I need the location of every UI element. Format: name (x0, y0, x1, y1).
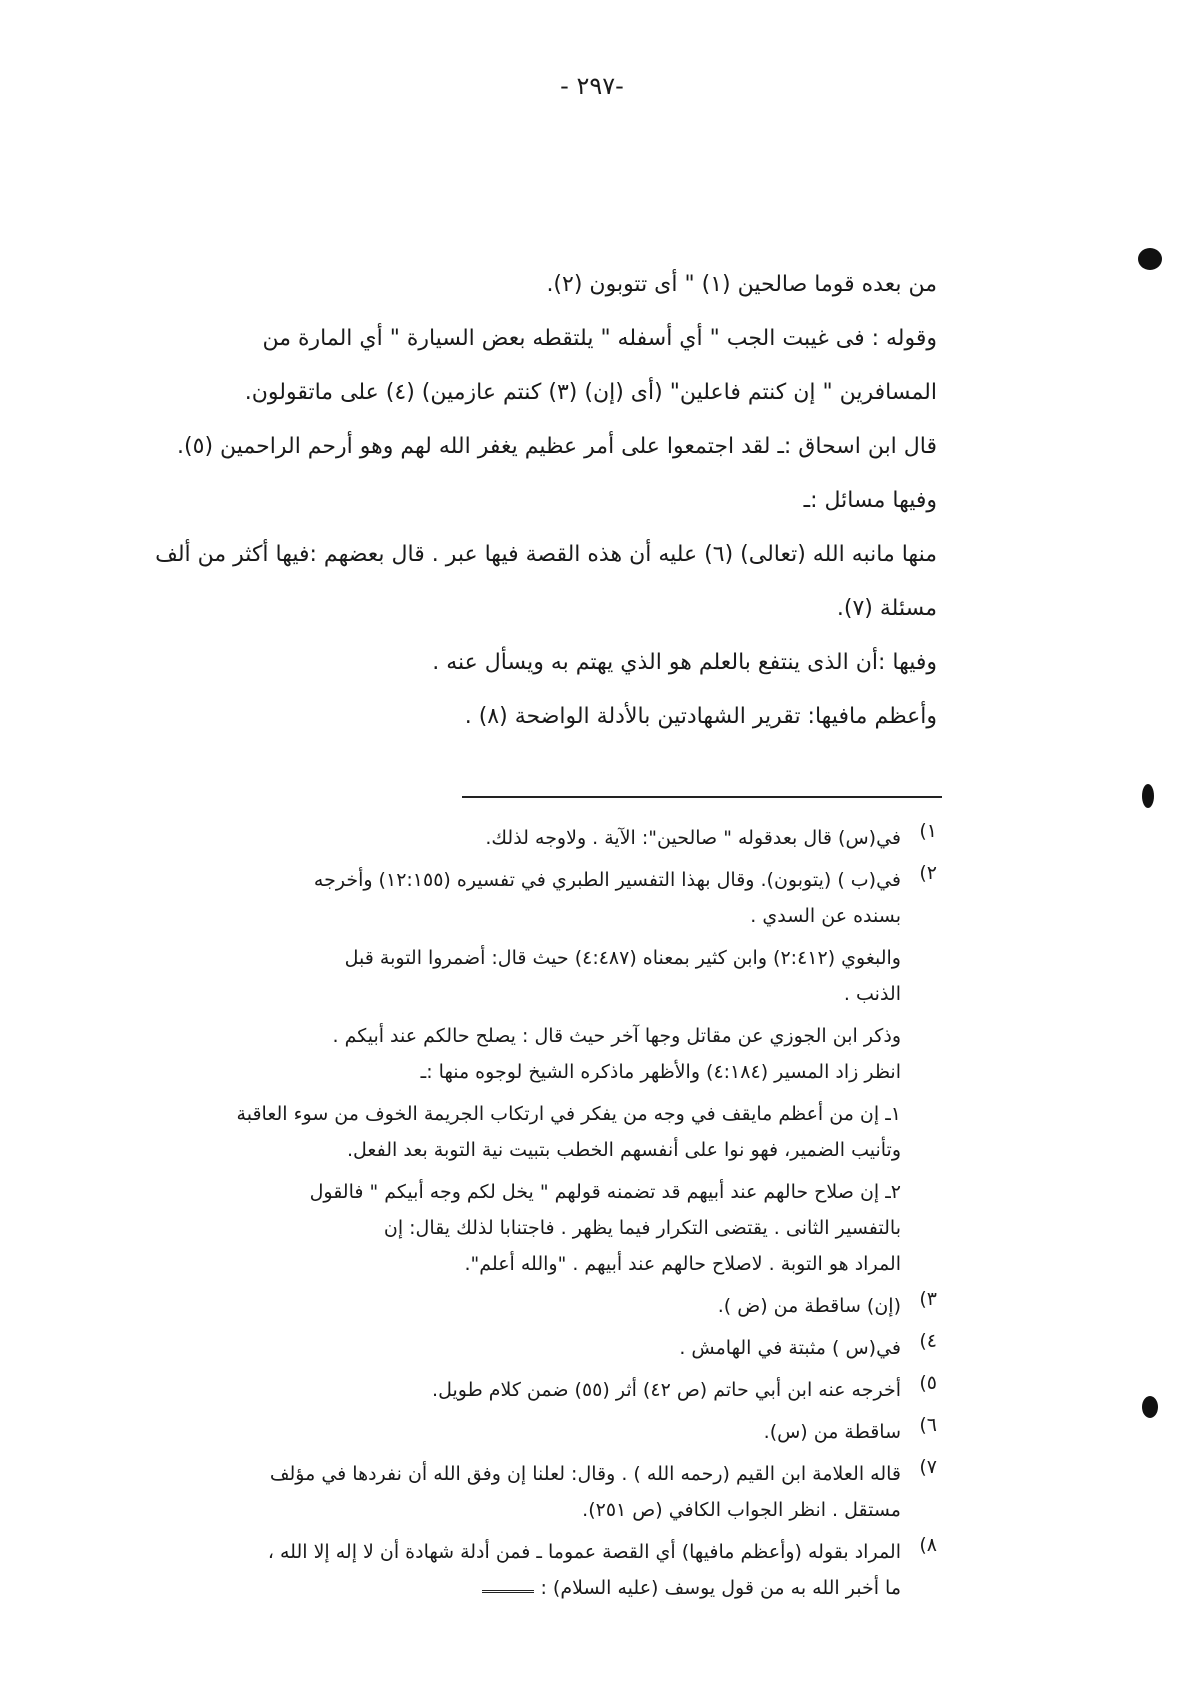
footnote-line-text: ما أخبر الله به من قول يوسف (عليه السلام) : (540, 1577, 901, 1599)
footnote-continuation (77, 1096, 937, 1168)
footnotes (77, 820, 937, 1612)
main-line: من بعده قوما صالحين (١) " أى تتوبون (٢). (546, 272, 937, 297)
footnote-number: ٣) (919, 1288, 937, 1310)
footnote-number: ٨) (919, 1534, 937, 1556)
ink-blot (1142, 1396, 1158, 1418)
footnote-line: المراد هو التوبة . لاصلاح حالهم عند أبيهم . "والله أعلم". (464, 1253, 901, 1275)
footnote (77, 1288, 937, 1324)
footnote-line: في(ب ) (يتوبون). وقال بهذا التفسير الطبري في تفسيره (١٢:١٥٥) وأخرجه (313, 869, 901, 891)
footnote-line: أخرجه عنه ابن أبي حاتم (ص ٤٢) أثر (٥٥) ضمن كلام طويل. (432, 1379, 901, 1401)
footnote-number: ٤) (919, 1330, 937, 1352)
main-line: وفيها :أن الذى ينتفع بالعلم هو الذي يهتم به ويسأل عنه . (432, 650, 937, 675)
footnote-line: المراد بقوله (وأعظم مافيها) أي القصة عموما ـ فمن أدلة شهادة أن لا إله إلا الله ، (267, 1541, 901, 1563)
footnote-line: وتأنيب الضمير، فهو نوا على أنفسهم الخطب بتبيت نية التوبة بعد الفعل. (347, 1139, 901, 1161)
footnote-line: مستقل . انظر الجواب الكافي (ص ٢٥١). (582, 1499, 901, 1521)
footnote-number: ٥) (919, 1372, 937, 1394)
footnote-line: ساقطة من (س). (763, 1421, 901, 1443)
main-line: مسئلة (٧). (836, 596, 937, 621)
main-line: وأعظم مافيها: تقرير الشهادتين بالأدلة الواضحة (٨) . (464, 704, 937, 729)
footnote (77, 1414, 937, 1450)
main-line: المسافرين " إن كنتم فاعلين" (أى (إن) (٣) كنتم عازمين) (٤) على ماتقولون. (244, 380, 937, 405)
footnote-line: ١ـ إن من أعظم مايقف في وجه من يفكر في ارتكاب الجريمة الخوف من سوء العاقبة (236, 1103, 901, 1125)
footnote-line: قاله العلامة ابن القيم (رحمه الله ) . وقال: لعلنا إن وفق الله أن نفردها في مؤلف (269, 1463, 901, 1485)
footnote-line: في(س ) مثبتة في الهامش . (679, 1337, 901, 1359)
footnote (77, 820, 937, 856)
footnote-continuation (77, 940, 937, 1012)
footnote-line: الذنب . (843, 983, 901, 1005)
footnote-line: بسنده عن السدي . (750, 905, 901, 927)
footnote (77, 1372, 937, 1408)
footnote-line: بالتفسير الثانى . يقتضى التكرار فيما يظهر . فاجتنابا لذلك يقال: إن (383, 1217, 901, 1239)
footnote-number: ٢) (919, 862, 937, 884)
footnote-divider (462, 796, 942, 798)
footnote-line: والبغوي (٢:٤١٢) وابن كثير بمعناه (٤:٤٨٧) حيث قال: أضمروا التوبة قبل (344, 947, 901, 969)
footnote-line (77, 1570, 901, 1606)
footnote-line: في(س) قال بعدقوله " صالحين": الآية . ولاوجه لذلك. (485, 827, 901, 849)
footnote-line: ٢ـ إن صلاح حالهم عند أبيهم قد تضمنه قولهم " يخل لكم وجه أبيكم " فالقول (309, 1181, 901, 1203)
main-line: وفيها مسائل :ـ (803, 488, 937, 513)
main-text (77, 258, 937, 744)
footnote-number: ٧) (919, 1456, 937, 1478)
footnote-continuation (77, 1018, 937, 1090)
footnote-number: ١) (919, 820, 937, 842)
footnote (77, 1534, 937, 1606)
footnote-number: ٦) (919, 1414, 937, 1436)
main-line: منها مانبه الله (تعالى) (٦) عليه أن هذه القصة فيها عبر . قال بعضهم :فيها أكثر من ألف (155, 542, 937, 567)
footnote-continuation (77, 1174, 937, 1282)
footnote-line: (إن) ساقطة من (ض ). (717, 1295, 901, 1317)
footnote (77, 1456, 937, 1528)
ink-blot (1142, 784, 1154, 808)
footnote-line: وذكر ابن الجوزي عن مقاتل وجها آخر حيث قال : يصلح حالكم عند أبيكم . (332, 1025, 901, 1047)
footnote (77, 1330, 937, 1366)
page-number: -٢٩٧ - (560, 72, 624, 100)
double-underline-mark (482, 1584, 534, 1593)
main-line: وقوله : فى غيبت الجب " أي أسفله " يلتقطه بعض السيارة " أي المارة من (262, 326, 937, 351)
footnote-line: انظر زاد المسير (٤:١٨٤) والأظهر ماذكره الشيخ لوجوه منها :ـ (420, 1061, 901, 1083)
ink-blot (1138, 248, 1162, 270)
footnote (77, 862, 937, 934)
main-line: قال ابن اسحاق :ـ لقد اجتمعوا على أمر عظيم يغفر الله لهم وهو أرحم الراحمين (٥). (177, 434, 937, 459)
